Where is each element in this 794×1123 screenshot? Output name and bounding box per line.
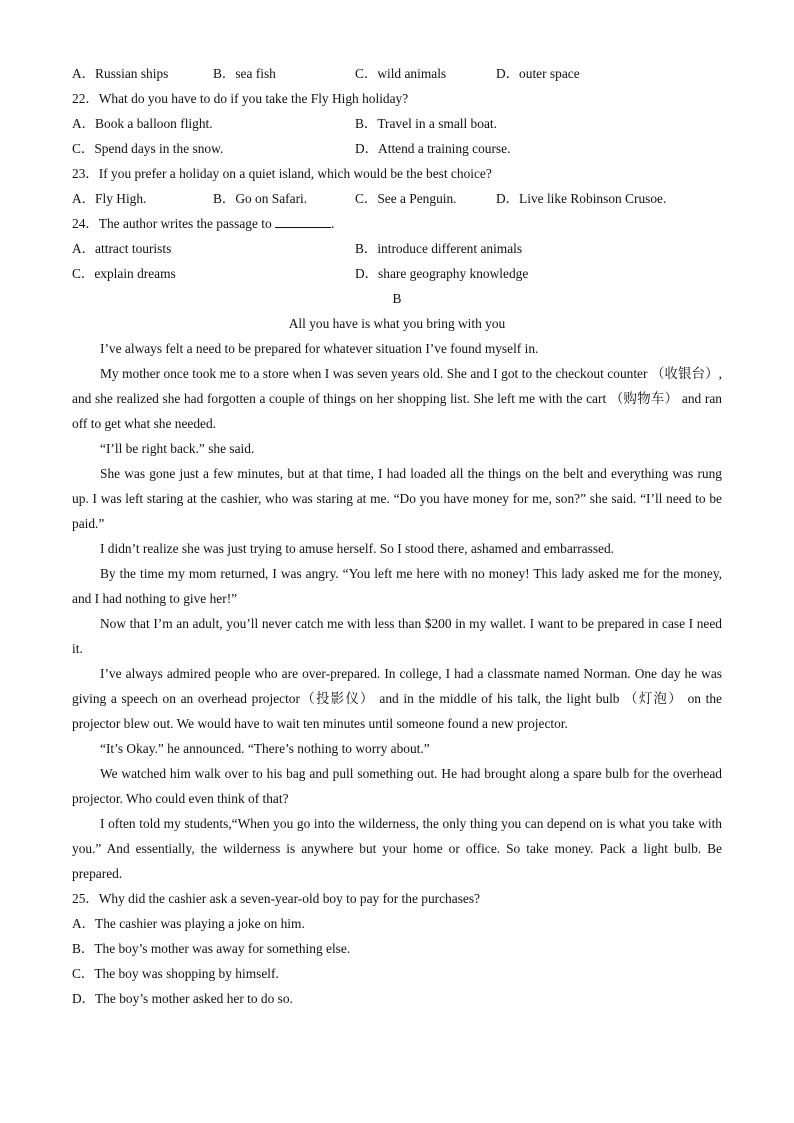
passage-paragraph: I often told my students,“When you go into the wilderness, the only thing you can depend on is what you take with you.” And essentially, the wilderness is anywhere but your home or office. So take money. Pack a light bulb. Be prepared. [72, 816, 722, 881]
q23-option-b[interactable]: B．Go on Safari. [213, 191, 308, 206]
q22-option-b[interactable]: B．Travel in a small boat. [355, 116, 497, 131]
passage-paragraph: I didn’t realize she was just trying to amuse herself. So I stood there, ashamed and embarrassed. [100, 541, 615, 556]
q22-option-c[interactable]: C．Spend days in the snow. [72, 141, 224, 156]
q24-option-c[interactable]: C．explain dreams [72, 266, 176, 281]
q25-option-a[interactable]: A．The cashier was playing a joke on him. [72, 916, 305, 931]
q24-stem-end: . [331, 216, 335, 231]
passage-paragraph: We watched him walk over to his bag and pull something out. He had brought along a spare bulb for the overhead projector. Who could even think of that? [72, 766, 722, 806]
q25-stem: 25．Why did the cashier ask a seven-year-old boy to pay for the purchases? [72, 891, 481, 906]
q23-option-a[interactable]: A．Fly High. [72, 191, 147, 206]
q23-option-d[interactable]: D．Live like Robinson Crusoe. [496, 191, 667, 206]
q23-stem: 23．If you prefer a holiday on a quiet island, which would be the best choice? [72, 166, 492, 181]
exam-page [72, 61, 722, 1011]
q24-option-d[interactable]: D．share geography knowledge [355, 266, 529, 281]
passage-paragraph: Now that I’m an adult, you’ll never catch me with less than $200 in my wallet. I want to be prepared in case I need it. [72, 616, 722, 656]
q21-option-b[interactable]: B．sea fish [213, 66, 276, 81]
answer-blank [275, 214, 331, 228]
q22-stem: 22．What do you have to do if you take the Fly High holiday? [72, 91, 409, 106]
q24-option-b[interactable]: B．introduce different animals [355, 241, 523, 256]
q22-options-row2 [72, 136, 722, 161]
q25-option-d[interactable]: D．The boy’s mother asked her to do so. [72, 991, 293, 1006]
passage-body [72, 336, 722, 886]
q24-options-row1 [72, 236, 722, 261]
q22-option-d[interactable]: D．Attend a training course. [355, 141, 511, 156]
passage-paragraph: I’ve always admired people who are over-prepared. In college, I had a classmate named Norman. One day he was giving a speech on an overhead projector（投影仪） and in the middle of his talk, the light bulb （灯泡） on the projector blew out. We would have to wait ten minutes until someone found a new projector. [72, 666, 722, 731]
q23-option-c[interactable]: C．See a Penguin. [355, 191, 457, 206]
q24-stem-line [72, 211, 722, 236]
q21-option-c[interactable]: C．wild animals [355, 66, 447, 81]
passage-paragraph: “It’s Okay.” he announced. “There’s nothing to worry about.” [100, 741, 430, 756]
q21-option-a[interactable]: A．Russian ships [72, 66, 169, 81]
passage-paragraph: By the time my mom returned, I was angry. “You left me here with no money! This lady asked me for the money, and I had nothing to give her!” [72, 566, 722, 606]
passage-paragraph: My mother once took me to a store when I was seven years old. She and I got to the checkout counter （收银台）, and she realized she had forgotten a couple of things on her shopping list. She left me with the cart （购物车） and ran off to get what she needed. [72, 366, 722, 431]
q25-option-c[interactable]: C．The boy was shopping by himself. [72, 966, 279, 981]
q22-options-row1 [72, 111, 722, 136]
q24-stem: 24．The author writes the passage to [72, 216, 272, 231]
q24-options-row2 [72, 261, 722, 286]
q21-option-d[interactable]: D．outer space [496, 66, 580, 81]
q24-option-a[interactable]: A．attract tourists [72, 241, 172, 256]
section-letter: B [392, 291, 402, 306]
q25-option-b[interactable]: B．The boy’s mother was away for something else. [72, 941, 351, 956]
passage-paragraph: She was gone just a few minutes, but at that time, I had loaded all the things on the belt and everything was rung up. I was left staring at the cashier, who was staring at me. “Do you have money for me, son?” she said. “I’ll need to be paid.” [72, 466, 722, 531]
q21-options [72, 61, 722, 86]
passage-title: All you have is what you bring with you [288, 316, 506, 331]
q22-option-a[interactable]: A．Book a balloon flight. [72, 116, 213, 131]
q23-options [72, 186, 722, 211]
passage-paragraph: “I’ll be right back.” she said. [100, 441, 255, 456]
passage-paragraph: I’ve always felt a need to be prepared for whatever situation I’ve found myself in. [100, 341, 539, 356]
